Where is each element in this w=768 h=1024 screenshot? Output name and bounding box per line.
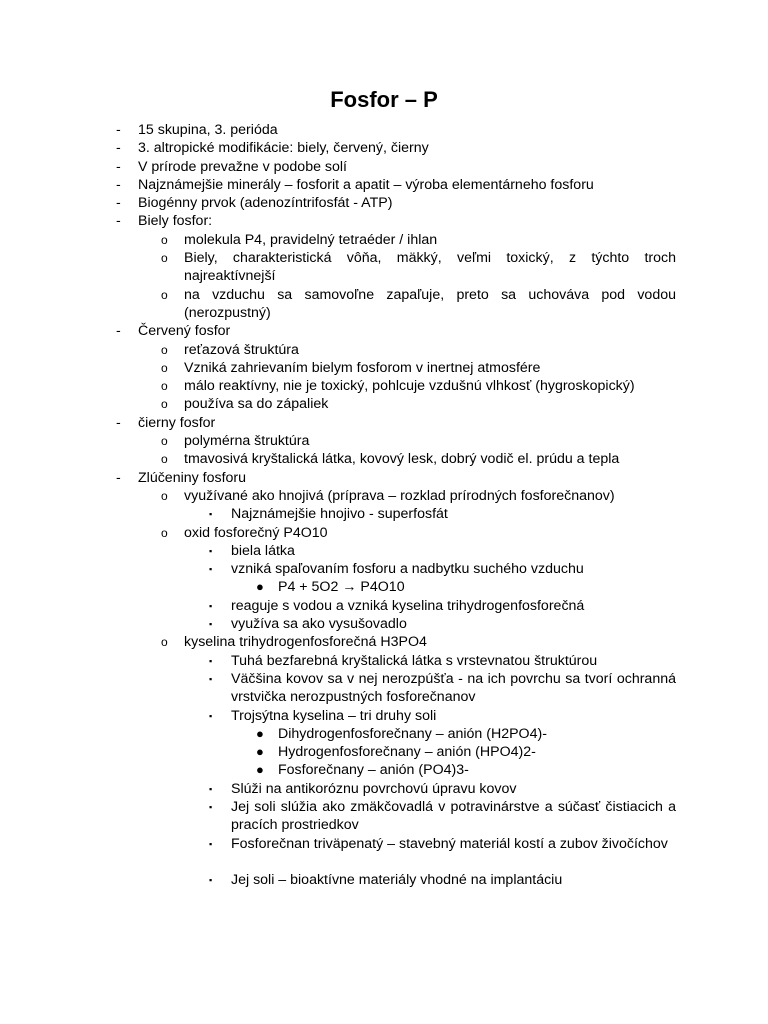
dash-bullet: - (116, 323, 121, 340)
list-item-text: biela látka (231, 542, 295, 559)
dot-bullet: ● (256, 762, 264, 778)
dot-bullet: ● (256, 579, 264, 595)
list-item-text: Fosforečnan triväpenatý – stavebný materiál kostí a zubov živočíchov (231, 835, 668, 852)
list-item (0, 139, 768, 157)
dash-bullet: - (116, 195, 121, 212)
list-item-text: Jej soli slúžia ako zmäkčovadlá v potravinárstve a súčasť čistiacich a pracích prostriedkov (231, 798, 676, 834)
list-item-text: Biely fosfor: (138, 213, 213, 230)
list-item-text: reťazová štruktúra (184, 341, 299, 358)
list-item (0, 432, 768, 450)
dash-bullet: - (116, 140, 121, 157)
dash-bullet: - (116, 176, 121, 193)
circle-bullet: o (161, 232, 168, 247)
list-item (0, 450, 768, 468)
square-bullet: ▪ (209, 655, 213, 666)
list-item-text: reaguje s vodou a vzniká kyselina trihydrogenfosforečná (231, 597, 585, 614)
circle-bullet: o (161, 342, 168, 357)
bullet-list (0, 121, 768, 889)
list-item-text: Jej soli – bioaktívne materiály vhodné na implantáciu (231, 872, 563, 889)
list-item-text: Tuhá bezfarebná kryštalická látka s vrstevnatou štruktúrou (231, 652, 598, 669)
list-item (0, 158, 768, 176)
circle-bullet: o (161, 452, 168, 467)
list-item-text: Najznámejšie minerály – fosforit a apatit – výroba elementárneho fosforu (138, 176, 594, 193)
list-item (0, 212, 768, 230)
square-bullet: ▪ (209, 619, 213, 630)
dash-bullet: - (116, 158, 121, 175)
list-item-text: oxid fosforečný P4O10 (184, 524, 328, 541)
list-item-text: Vzniká zahrievaním bielym fosforom v inertnej atmosfére (184, 359, 541, 376)
square-bullet: ▪ (209, 838, 213, 849)
dash-bullet: - (116, 414, 121, 431)
square-bullet: ▪ (209, 783, 213, 794)
list-item (0, 524, 768, 542)
list-item (0, 597, 768, 615)
list-item-text: Dihydrogenfosforečnany – anión (H2PO4)- (278, 725, 547, 742)
dot-bullet: ● (256, 725, 264, 741)
list-item-text: Fosforečnany – anión (PO4)3- (278, 762, 469, 779)
list-item-text: Biogénny prvok (adenozíntrifosfát - ATP) (138, 195, 393, 212)
list-item (0, 542, 768, 560)
list-item-text: molekula P4, pravidelný tetraéder / ihlan (184, 231, 438, 248)
square-bullet: ▪ (209, 710, 213, 721)
list-item (0, 249, 768, 286)
list-item-text: Trojsýtna kyselina – tri druhy soli (231, 707, 437, 724)
list-item (0, 121, 768, 139)
list-item (0, 615, 768, 633)
list-item (0, 487, 768, 505)
list-item (0, 835, 768, 872)
dash-bullet: - (116, 213, 121, 230)
circle-bullet: o (161, 287, 168, 302)
list-item-text: čierny fosfor (138, 414, 216, 431)
square-bullet: ▪ (209, 545, 213, 556)
list-item-text: málo reaktívny, nie je toxický, pohlcuje vzdušnú vlhkosť (hygroskopický) (184, 378, 635, 395)
circle-bullet: o (161, 488, 168, 503)
list-item (0, 670, 768, 707)
square-bullet: ▪ (209, 875, 213, 886)
list-item-text: 3. altropické modifikácie: biely, červený, čierny (138, 140, 429, 157)
dash-bullet: - (116, 469, 121, 486)
list-item (0, 560, 768, 578)
circle-bullet: o (161, 434, 168, 449)
list-item (0, 414, 768, 432)
list-item-text: 15 skupina, 3. perióda (138, 122, 278, 138)
page-title: Fosfor – P (330, 87, 438, 112)
list-item (0, 633, 768, 651)
list-item (0, 798, 768, 835)
list-item (0, 725, 768, 743)
circle-bullet: o (161, 635, 168, 650)
square-bullet: ▪ (209, 801, 213, 812)
list-item-text: Červený fosfor (138, 323, 231, 340)
list-item-text: Najznámejšie hnojivo - superfosfát (231, 506, 448, 523)
list-item (0, 505, 768, 523)
list-item-text: polymérna štruktúra (184, 433, 310, 450)
circle-bullet: o (161, 525, 168, 540)
list-item (0, 194, 768, 212)
list-item-text: Slúži na antikoróznu povrchovú úpravu kovov (231, 780, 517, 797)
list-item (0, 469, 768, 487)
list-item (0, 780, 768, 798)
list-item (0, 743, 768, 761)
list-item (0, 871, 768, 889)
list-item-text: používa sa do zápaliek (184, 396, 329, 413)
list-item-text: Zlúčeniny fosforu (138, 469, 247, 486)
list-item (0, 377, 768, 395)
list-item (0, 341, 768, 359)
list-item-text: na vzduchu sa samovoľne zapaľuje, preto sa uchováva pod vodou (nerozpustný) (184, 286, 676, 321)
list-item-text: kyselina trihydrogenfosforečná H3PO4 (184, 634, 427, 651)
list-item-text: V prírode prevažne v podobe solí (138, 158, 348, 175)
list-item (0, 359, 768, 377)
list-item-text: využívané ako hnojivá (príprava – rozklad prírodných fosforečnanov) (184, 487, 615, 504)
list-item-text: tmavosivá kryštalická látka, kovový lesk, dobrý vodič el. prúdu a tepla (184, 451, 620, 468)
square-bullet: ▪ (209, 564, 213, 575)
list-item (0, 395, 768, 413)
square-bullet: ▪ (209, 600, 213, 611)
list-item-text: Väčšina kovov sa v nej nerozpúšťa - na ich povrchu sa tvorí ochranná vrstvička nerozpustných fosforečnanov (231, 670, 676, 706)
list-item-text: P4 + 5O2 → P4O10 (278, 579, 405, 596)
list-item (0, 761, 768, 779)
square-bullet: ▪ (209, 673, 213, 684)
circle-bullet: o (161, 397, 168, 412)
list-item-text: vzniká spaľovaním fosforu a nadbytku suchého vzduchu (231, 561, 584, 578)
circle-bullet: o (161, 360, 168, 375)
list-item (0, 707, 768, 725)
list-item (0, 286, 768, 323)
list-item (0, 652, 768, 670)
list-item (0, 578, 768, 596)
list-item (0, 231, 768, 249)
list-item (0, 322, 768, 340)
circle-bullet: o (161, 379, 168, 394)
list-item (0, 176, 768, 194)
circle-bullet: o (161, 251, 168, 266)
list-item-text: Biely, charakteristická vôňa, mäkký, veľmi toxický, z týchto troch najreaktívnejší (184, 250, 676, 285)
dot-bullet: ● (256, 744, 264, 760)
list-item-text: Hydrogenfosforečnany – anión (HPO4)2- (278, 744, 536, 761)
list-item-text: využíva sa ako vysušovadlo (231, 616, 407, 633)
square-bullet: ▪ (209, 509, 213, 520)
dash-bullet: - (116, 122, 121, 138)
